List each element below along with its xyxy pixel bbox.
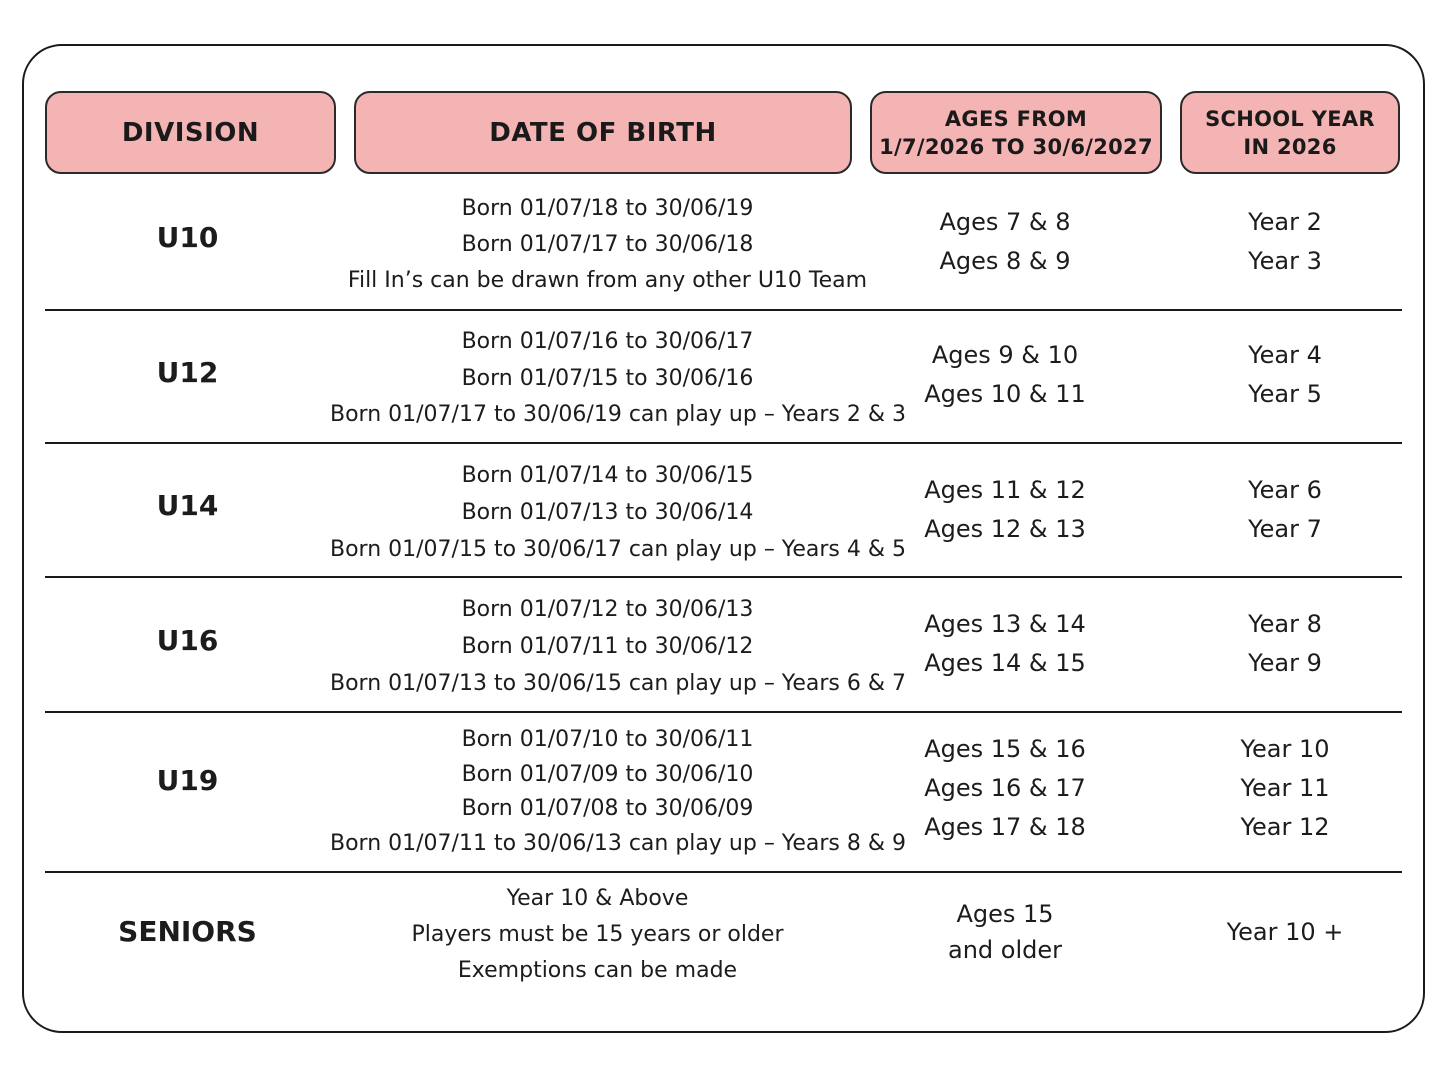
header-ages-line2: 1/7/2026 TO 30/6/2027 xyxy=(879,134,1153,159)
years-u14 xyxy=(1185,471,1385,549)
dob-seniors xyxy=(320,881,875,989)
dob-line: Born 01/07/11 to 30/06/12 xyxy=(461,634,754,659)
ages-u14 xyxy=(905,471,1105,549)
division-u10: U10 xyxy=(156,221,219,254)
dob-line: Born 01/07/16 to 30/06/17 xyxy=(461,329,754,354)
dob-u12 xyxy=(330,324,906,434)
ages-line: Ages 9 & 10 xyxy=(931,341,1079,369)
dob-line: Born 01/07/14 to 30/06/15 xyxy=(461,463,754,488)
years-u12 xyxy=(1185,336,1385,414)
dob-line: Born 01/07/17 to 30/06/19 can play up – Years 2 & 3 xyxy=(330,402,906,427)
header-dob-label: DATE OF BIRTH xyxy=(489,117,717,148)
dob-line: Born 01/07/18 to 30/06/19 xyxy=(461,196,754,221)
division-u12: U12 xyxy=(156,356,219,389)
dob-u19 xyxy=(330,723,906,861)
ages-line: and older xyxy=(948,936,1062,964)
dob-line: Born 01/07/09 to 30/06/10 xyxy=(461,761,754,787)
header-school-year xyxy=(1180,91,1400,174)
ages-line: Ages 15 xyxy=(956,900,1054,928)
ages-line: Ages 14 & 15 xyxy=(924,649,1086,677)
year-line: Year 6 xyxy=(1248,476,1322,504)
year-line: Year 11 xyxy=(1240,774,1330,802)
dob-u16 xyxy=(330,591,906,702)
dob-line: Born 01/07/13 to 30/06/14 xyxy=(461,500,754,525)
ages-u12 xyxy=(905,336,1105,414)
year-line: Year 8 xyxy=(1248,610,1322,638)
ages-line: Ages 13 & 14 xyxy=(924,610,1086,638)
dob-line: Born 01/07/08 to 30/06/09 xyxy=(461,796,754,821)
ages-line: Ages 11 & 12 xyxy=(924,476,1086,504)
ages-line: Ages 7 & 8 xyxy=(939,208,1071,236)
years-u16 xyxy=(1185,605,1385,683)
dob-line: Born 01/07/17 to 30/06/18 xyxy=(461,232,754,257)
dob-u10 xyxy=(330,191,885,299)
year-line: Year 9 xyxy=(1248,649,1322,677)
row-divider xyxy=(45,442,1402,444)
ages-u19 xyxy=(905,730,1105,847)
year-line: Year 12 xyxy=(1240,813,1330,841)
ages-line: Ages 8 & 9 xyxy=(939,247,1071,275)
ages-line: Ages 10 & 11 xyxy=(924,380,1086,408)
header-division xyxy=(45,91,336,174)
years-u19 xyxy=(1185,730,1385,847)
dob-line: Exemptions can be made xyxy=(457,958,738,983)
year-line: Year 3 xyxy=(1248,247,1322,275)
ages-line: Ages 15 & 16 xyxy=(924,735,1086,763)
division-u14: U14 xyxy=(156,489,219,522)
dob-line: Born 01/07/11 to 30/06/13 can play up – Years 8 & 9 xyxy=(330,830,906,856)
header-school-line2: IN 2026 xyxy=(1243,134,1337,159)
row-divider xyxy=(45,711,1402,713)
dob-line: Born 01/07/15 to 30/06/17 can play up – Years 4 & 5 xyxy=(330,537,906,562)
division-seniors: SENIORS xyxy=(118,915,257,948)
dob-line: Year 10 & Above xyxy=(506,886,689,911)
years-u10 xyxy=(1185,203,1385,281)
year-line: Year 10 xyxy=(1240,735,1330,763)
ages-line: Ages 12 & 13 xyxy=(924,515,1086,543)
year-line: Year 2 xyxy=(1248,208,1322,236)
header-ages xyxy=(870,91,1162,174)
header-date-of-birth xyxy=(354,91,852,174)
years-seniors xyxy=(1185,914,1385,950)
dob-line: Born 01/07/13 to 30/06/15 can play up – Years 6 & 7 xyxy=(330,671,906,696)
header-division-label: DIVISION xyxy=(121,117,260,148)
division-u19: U19 xyxy=(156,764,219,797)
header-school-line1: SCHOOL YEAR xyxy=(1205,106,1375,131)
ages-u10 xyxy=(905,203,1105,281)
dob-line: Born 01/07/10 to 30/06/11 xyxy=(461,727,754,752)
ages-line: Ages 16 & 17 xyxy=(924,774,1086,802)
year-line: Year 5 xyxy=(1248,380,1322,408)
dob-line: Born 01/07/15 to 30/06/16 xyxy=(461,365,754,391)
ages-seniors xyxy=(905,896,1105,968)
year-line: Year 10 + xyxy=(1226,918,1344,946)
year-line: Year 4 xyxy=(1248,341,1322,369)
dob-line: Players must be 15 years or older xyxy=(411,922,784,947)
row-divider xyxy=(45,309,1402,311)
dob-u14 xyxy=(330,457,906,568)
row-divider xyxy=(45,576,1402,578)
header-ages-line1: AGES FROM xyxy=(944,106,1088,131)
ages-line: Ages 17 & 18 xyxy=(924,813,1086,841)
dob-line: Born 01/07/12 to 30/06/13 xyxy=(461,597,754,622)
ages-u16 xyxy=(905,605,1105,683)
row-divider xyxy=(45,871,1402,873)
division-u16: U16 xyxy=(156,624,219,657)
dob-line: Fill In’s can be drawn from any other U10 Team xyxy=(347,268,868,293)
year-line: Year 7 xyxy=(1248,515,1322,543)
